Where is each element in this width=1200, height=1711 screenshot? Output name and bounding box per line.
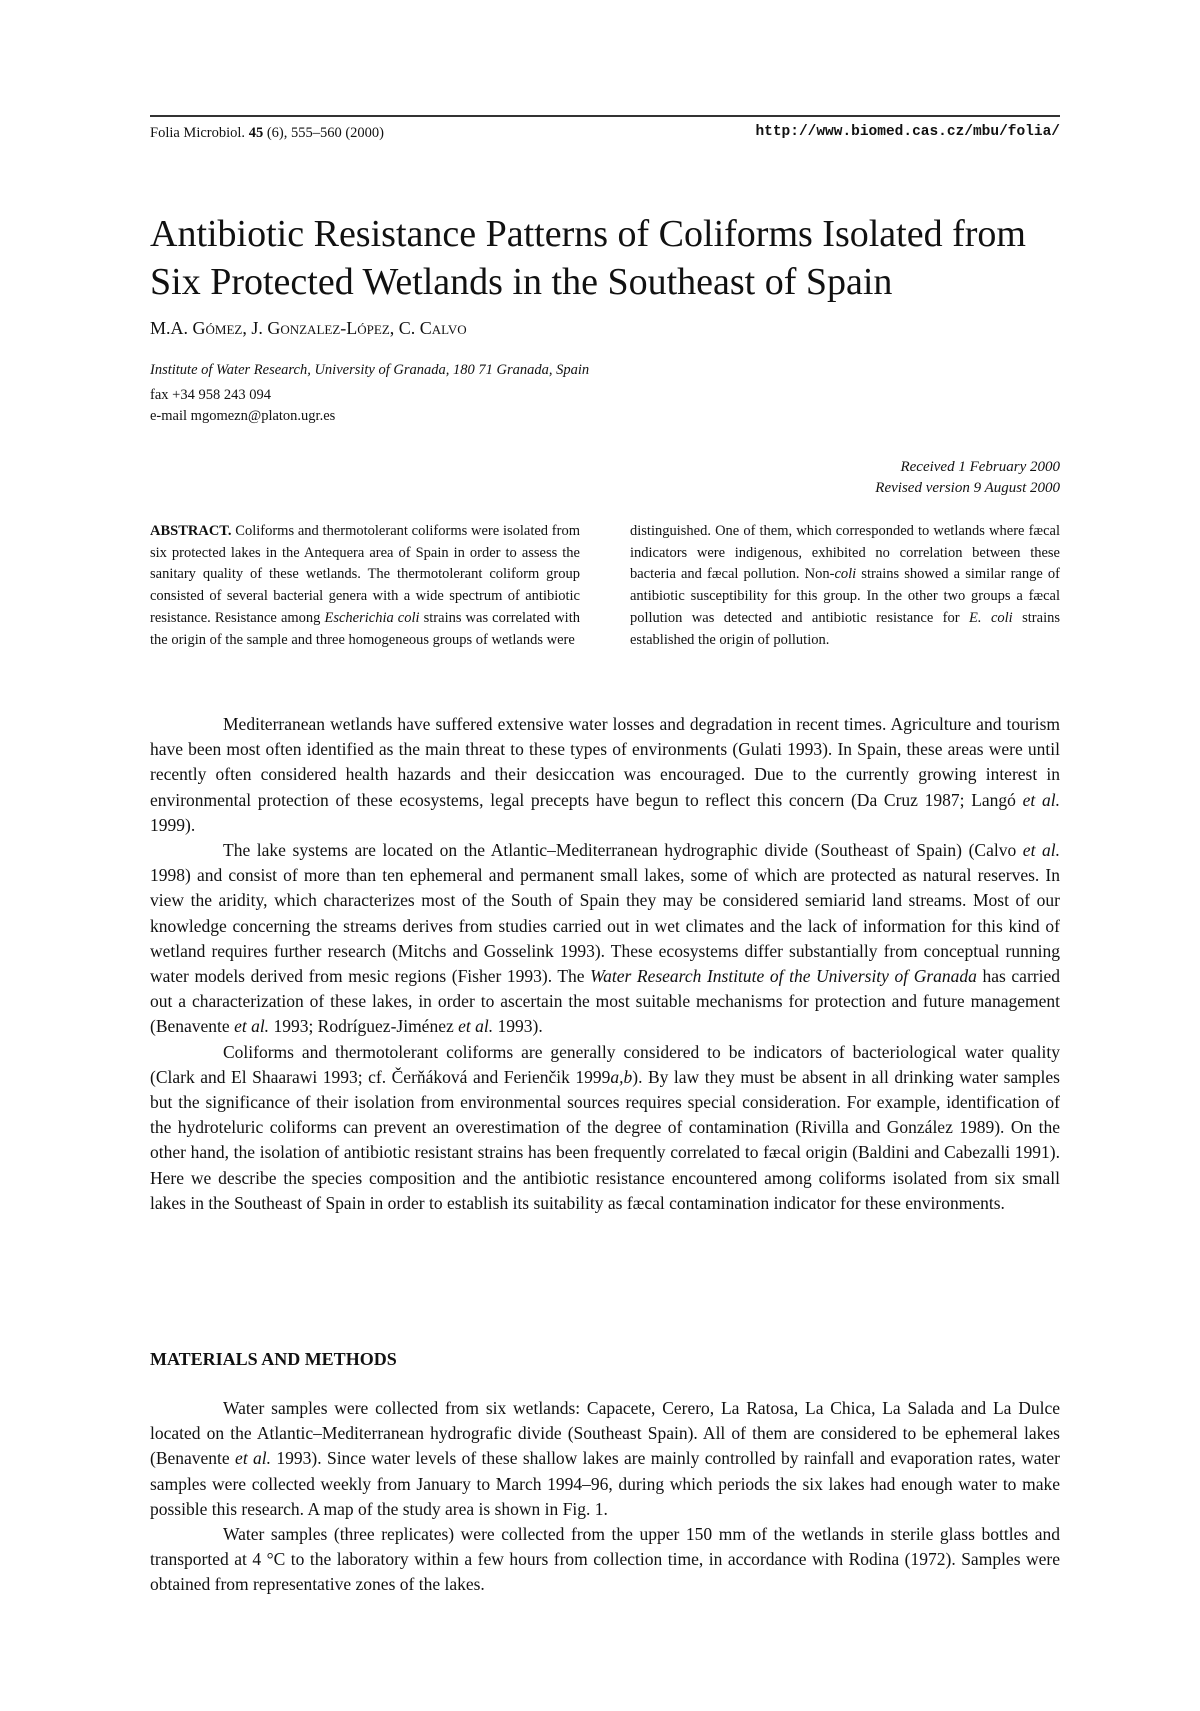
section-heading-methods: MATERIALS AND METHODS — [150, 1349, 397, 1369]
author-list: M.A. Gómez, J. Gonzalez-López, C. Calvo — [150, 318, 467, 338]
methods-paragraph-1: Water samples were collected from six wetlands: Capacete, Cerero, La Ratosa, La Chica, La Salada and La Dulce located on the Atlantic–Mediterranean hydrografic divide (Southeast Spain). All of them are considered to be ephemeral lakes (Benavente et al. 1993). Since water levels of these shallow lakes are mainly controlled by rainfall and evaporation rates, water samples were collected weekly from January to March 1994–96, during which periods the six lakes had enough water to make possible this research. A map of the study area is shown in Fig. 1. — [150, 1398, 1060, 1519]
journal-citation: Folia Microbiol. 45 (6), 555–560 (2000) — [150, 125, 385, 141]
intro-paragraph-2: The lake systems are located on the Atlantic–Mediterranean hydrographic divide (Southeast of Spain) (Calvo et al. 1998) and consist of more than ten ephemeral and permanent small lakes, some of which are protected as natural reserves. In view the aridity, which characterizes most of the South of Spain they may be considered semiarid land streams. Most of our knowledge concerning the streams derives from studies carried out in wet climates and the lack of information for this kind of wetland requires further research (Mitchs and Gosselink 1993). These ecosystems differ substantially from conceptual running water models derived from mesic regions (Fisher 1993). The Water Research Institute of the University of Granada has carried out a characterization of these lakes, in order to ascertain the most suitable mechanisms for protection and future management (Benavente et al. 1993; Rodríguez-Jiménez et al. 1993). — [150, 840, 1061, 1037]
submission-dates — [875, 457, 1060, 499]
revised-date: Revised version 9 August 2000 — [875, 480, 1060, 496]
methods-text — [150, 1396, 1060, 1598]
journal-volume: 45 — [248, 125, 264, 141]
intro-paragraph-3: Coliforms and thermotolerant coliforms are generally considered to be indicators of bacteriological water quality (Clark and El Shaarawi 1993; cf. Čerňáková and Ferienčik 1999a,b). By law they must be absent in all drinking water samples but the significance of their isolation from environmental sources requires special consideration. For example, identification of the hydroteluric coliforms can prevent an overestimation of the degree of contamination (Rivilla and González 1989). On the other hand, the isolation of antibiotic resistant strains has been frequently correlated to fæcal origin (Baldini and Cabezalli 1991). Here we describe the species composition and the antibiotic resistance encountered among coliforms isolated from six small lakes in the Southeast of Spain in order to establish its suitability as fæcal contamination indicator for these environments. — [150, 1041, 1060, 1213]
article-title: Antibiotic Resistance Patterns of Coliforms Isolated from Six Protected Wetlands in the Southeast of Spain — [150, 213, 1026, 303]
email-address[interactable]: e-mail mgomezn@platon.ugr.es — [150, 408, 336, 424]
methods-paragraph-2: Water samples (three replicates) were collected from the upper 150 mm of the wetlands in sterile glass bottles and transported at 4 °C to the laboratory within a few hours from collection time, in accordance with Rodina (1972). Samples were obtained from representative zones of the lakes. — [150, 1524, 1060, 1595]
abstract-left-column: ABSTRACT. Coliforms and thermotolerant coliforms were isolated from six protected lakes in the Antequera area of Spain in order to assess the sanitary quality of these wetlands. The thermotolerant coliform group consisted of several bacterial genera with a wide spectrum of antibiotic resistance. Resistance among Escherichia coli strains was correlated with the origin of the sample and three homogeneous groups of wetlands were — [150, 523, 580, 648]
intro-paragraph-1: Mediterranean wetlands have suffered extensive water losses and degradation in recent times. Agriculture and tourism have been most often identified as the main threat to these types of environments (Gulati 1993). In Spain, these areas were until recently often considered health hazards and their desiccation was encouraged. Due to the currently growing interest in environmental protection of these ecosystems, legal precepts have begun to reflect this concern (Da Cruz 1987; Langó et al. 1999). — [150, 714, 1060, 835]
header-rule — [150, 115, 1060, 117]
journal-url[interactable]: http://www.biomed.cas.cz/mbu/folia/ — [755, 124, 1060, 140]
abstract-label: ABSTRACT. — [150, 523, 232, 539]
affiliation: Institute of Water Research, University of Granada, 180 71 Granada, Spain — [150, 362, 590, 378]
abstract-right-column: distinguished. One of them, which corresponded to wetlands where fæcal indicators were indigenous, exhibited no correlation between these bacteria and fæcal pollution. Non-coli strains showed a similar range of antibiotic susceptibility for this group. In the other two groups a fæcal pollution was detected and antibiotic resistance for E. coli strains established the origin of pollution. — [630, 523, 1060, 648]
fax-number: fax +34 958 243 094 — [150, 387, 271, 403]
received-date: Received 1 February 2000 — [900, 459, 1060, 475]
introduction-text — [150, 712, 1060, 1216]
